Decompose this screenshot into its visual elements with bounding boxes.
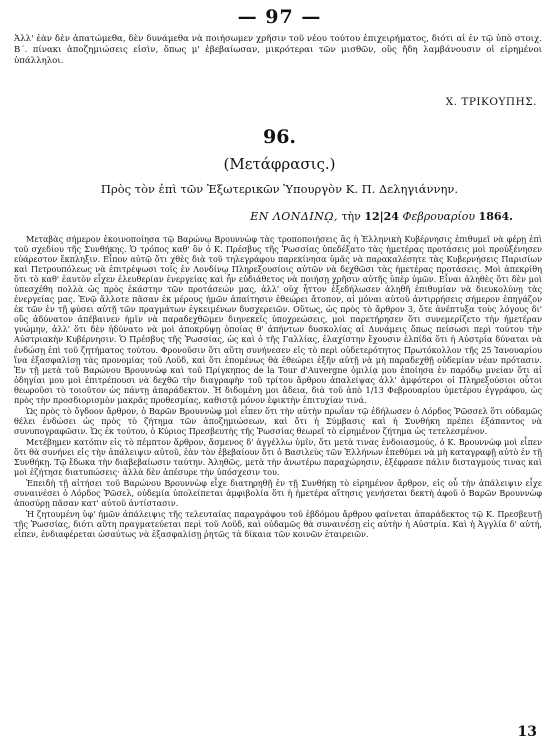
letter-body [14,234,542,540]
dateline [250,210,513,223]
signature: Χ. ΤΡΙΚΟΥΠΗΣ. [445,96,537,108]
body-paragraph-1: Μεταβὰς σήμερον ἐκοινοποίησα τῷ Βαρώνῳ Βρουννὼφ τὰς τροποποιήσεις ἃς ἡ Ἑλληνικὴ Κυβέρνησις ἐπιθυμεῖ νὰ φέρῃ ἐπὶ τοῦ σχεδίου τῆς Συνθήκης. Ὁ τρόπος καθ' ὃν ὁ Κ. Πρέσβυς τῆς Ῥωσσίας ὑπεδέξατο τὰς ἡμετέρας προτάσεις μοὶ προὐξένησεν εὐάρεστον ἔκπληξιν. Εἶπον αὐτῷ ὅτι χθὲς διὰ τοῦ τηλεγράφου παρεκίνησα ὑμᾶς νὰ παρακαλέσητε τὰς Κυβερνήσεις Παρισίων καὶ Πετρουπόλεως νὰ ἐπιτρέψωσι τοῖς ἐν Λονδίνῳ Πληρεξουσίοις αὐτῶν νὰ δεχθῶσι τὰς ἡμετέρας προτάσεις. Μοὶ ἀπεκρίθη ὅτι τὸ καθ' ἑαυτὸν εἶχεν ἐλευθερίαν ἐνεργείας καὶ ἦν εὐδιάθετος νὰ ποιήσῃ χρῆσιν αὐτῆς ὑπὲρ ὑμῶν. Εἶναι ἀληθὲς ὅτι δὲν μοὶ ὑπεσχέθη πολλὰ ὡς πρὸς ἑκάστην τῶν προτάσεών μας, ἀλλ' οὐχ ἧττον ἐξεδήλωσεν ἀληθῆ ἐπιθυμίαν νὰ διευκολύνῃ τὰς ἐνεργείας μας. Ἐνῷ ἄλλοτε πᾶσαν ἐκ μέρους ἡμῶν ἀπαίτησιν ἐθεώρει ἄτοπον, αἱ μόναι αὐτοῦ ἀντιρρήσεις σήμερον ἐπηγάζον ἐκ τῶν ἐν τῇ φύσει αὐτῇ τῶν πραγμάτων ἐγκειμένων δυσχερειῶν. Οὕτως, ὡς πρὸς τὸ ἄρθρον 3, ὅτε ἀνέπτυξα τοὺς λόγους δι' οὓς ἀδύνατον ἀπέβαινεν ἡμῖν νὰ παραδεχθῶμεν διηνεκεῖς ὑποχρεώσεις, μοὶ παρετήρησεν ὅτι συνεμερίζετο τὴν ἡμετέραν γνώμην, ἀλλ' ὅτι δὲν ἠδύνατο νὰ μοὶ ἀποκρύψῃ ὁποίας θ' ἀπήντων δυσκολίας αἱ Δυνάμεις ὅπως πείσωσι περὶ τούτου τὴν Αὐστριακὴν Κυβέρνησιν. Ὁ Πρέσβυς τῆς Ῥωσσίας, ὡς καὶ ὁ τῆς Γαλλίας, ἐλαχίστην ἔχουσιν ἐλπίδα ὅτι ἡ Αὐστρία δύναται νὰ ἐνδώσῃ ἐπὶ τοῦ ζητήματος τούτου. Φρονοῦσιν ὅτι αὕτη συνήνεσεν εἰς τὸ περὶ οὐδετερότητος Πρωτόκολλον τῆς 25 Ἰανουαρίου ἵνα ἐξασφαλίσῃ τὰς προνομίας τοῦ Λοϋδ, καὶ ὅτι ἑπομένως θὰ ἐθεώρει ἑξῆν αὐτῇ νὰ μὴ παραδεχθῇ οὐδεμίαν νέαν πρότασιν. Ἐν τῇ μετὰ τοῦ Βαρώνου Βρουννὼφ καὶ τοῦ Πρίγκηπος de la Tour d'Auvergne ὁμιλίᾳ μου ἐποίησα ἐν παρόδῳ μνείαν ὅτι αἱ ὁδηγίαι μου μοὶ ἐπιτρέπουσι νὰ δεχθῶ τὴν διαγραφὴν τοῦ τρίτου ἄρθρου ἀπαλείψας ἀλλ' ἀμφότεροι οἱ Πληρεξούσιοι οὗτοι θεωροῦσι τὸ τοιοῦτον ὡς πάντῃ ἀπαράδεκτον. Ἡ διδομένη μοι ἄδεια, διὰ τοῦ ἀπὸ 1/13 Φεβρουαρίου ὑμετέρου ἐγγράφου, ὡς πρὸς τὴν προσδιορισμὸν μακρᾶς προθεσμίας, καθιστᾷ μόνον ἐφικτὴν ἐπιτυχίαν τινά. [14,234,542,405]
dateline-date: 12|24 [364,210,399,223]
footer-signature-number: 13 [517,724,537,740]
dateline-month: Φεβρουαρίου [402,210,476,223]
intro-paragraph-block [14,34,542,67]
intro-paragraph: Ἀλλ' ἐὰν δὲν ἀπατώμεθα, δὲν δυνάμεθα νὰ ποιήσωμεν χρῆσιν τοῦ νέου τούτου ἐπιχειρήματος, διότι αἱ ἐν τῷ ὑπὸ στοιχ. Β΄. πίνακι ἀποζημιώσεις εἰσὶν, ὅπως μ' ἐβεβαίωσαν, μικρότεραι τῶν μισθῶν, οὓς ἤδη λαμβάνουσιν οἱ εἰρημένοι ὑπάλληλοι. [14,34,542,66]
addressee-line: Πρὸς τὸν ἐπὶ τῶν Ἐξωτερικῶν Ὑπουργὸν Κ. Π. Δεληγιάννην. [100,182,459,196]
body-paragraph-2: Ὡς πρὸς τὸ ὄγδοον ἄρθρον, ὁ Βαρῶν Βρουννὼφ μοὶ εἶπεν ὅτι τὴν αὐτὴν πρωΐαν τῷ ἐδήλωσεν ὁ Λόρδος Ῥῶσσελ ὅτι οὐδαμῶς θέλει ἐνδώσει ὡς πρὸς τὸ ζήτημα τῶν ἀποζημιώσεων, καὶ ὅτι ἡ Σύμβασις καὶ ἡ Συνθήκη πρέπει ἐξάπαντος νὰ συνυπογραφῶσιν. Ὡς ἐκ τούτου, ὁ Κύριος Πρεσβευτὴς τῆς Ῥωσσίας θεωρεῖ τὸ εἰρημένον ζήτημα ὡς τετελεσμένον. [14,405,542,436]
body-paragraph-3: Μετέβημεν κατόπιν εἰς τὸ πέμπτον ἄρθρον, ἄσμενος δ' ἀγγέλλω ὑμῖν, ὅτι μετὰ τινας ἐνδοιασμούς, ὁ Κ. Βρουννὼφ μοὶ εἶπεν ὅτι θὰ συνήνει εἰς τὴν ἀπάλειψιν αὐτοῦ, ἐὰν τὸν ἐβεβαίουν ὅτι ὁ Βασιλεὺς τῶν Ἑλλήνων ἐπεθύμει νὰ μὴ καταγραφῇ αὐτὸ ἐν τῇ Συνθήκῃ. Τῷ ἔδωκα τὴν διαβεβαίωσιν ταύτην. Ἀληθῶς, μετὰ τὴν ἀνωτέρω παραχώρησιν, ἐξέφρασε πάλιν δισταγμούς τινας καὶ μοὶ ἐζήτησε διατυπώσεις· ἀλλὰ δὲν ἀπέσυρε τὴν ὑπόσχεσιν του. [14,436,542,478]
body-paragraph-4: Ἐπειδὴ τῇ αἰτήσει τοῦ Βαρώνου Βρουννὼφ εἶχε διατηρηθῇ ἐν τῇ Συνθήκῃ τὸ εἰρημένον ἄρθρον, εἰς οὗ τὴν ἀπάλειψιν εἶχε συναινέσει ὁ Λόρδος Ῥῶσελ, οὐδεμία ὑπολείπεται ἀμφιβολία ὅτι ἡ ἡμετέρα αἴτησις γενήσεται δεκτὴ ἀφοῦ ὁ Βαρῶν Βρουννὼφ ἀποσύρῃ πᾶσαν κατ' αὐτοῦ ἀντίστασιν. [14,478,542,509]
dateline-place: ΕΝ ΛΟΝΔΙΝῼ, [250,210,338,223]
dateline-day-word: τὴν [341,210,361,223]
document-subtitle: (Μετάφρασις.) [223,155,336,173]
document-number: 96. [262,126,297,148]
page-number: — 97 — [237,6,322,28]
dateline-year: 1864. [478,210,513,223]
body-paragraph-5: Ἡ ζητουμένη ὑφ' ἡμῶν ἀπάλειψις τῆς τελευταίας παραγράφου τοῦ ἑβδόμου ἄρθρου φαίνεται ἀπαράδεκτος τῷ Κ. Πρεσβευτῇ τῆς Ῥωσσίας, διότι αὕτη πραγματεύεται περὶ τοῦ Λοϋδ, καὶ οὐδαμῶς θὰ συναινέσῃ εἰς αὐτὴν ἡ Αὐστρία. Καὶ ἡ Ἀγγλία δ' αὐτή, εἶπεν, ἐνδιαφέρεται ὡσαύτως νὰ ἐξασφαλίσῃ ῥητῶς τὰ δίκαια τῶν κοινῶν ἑταιρειῶν. [14,509,542,540]
